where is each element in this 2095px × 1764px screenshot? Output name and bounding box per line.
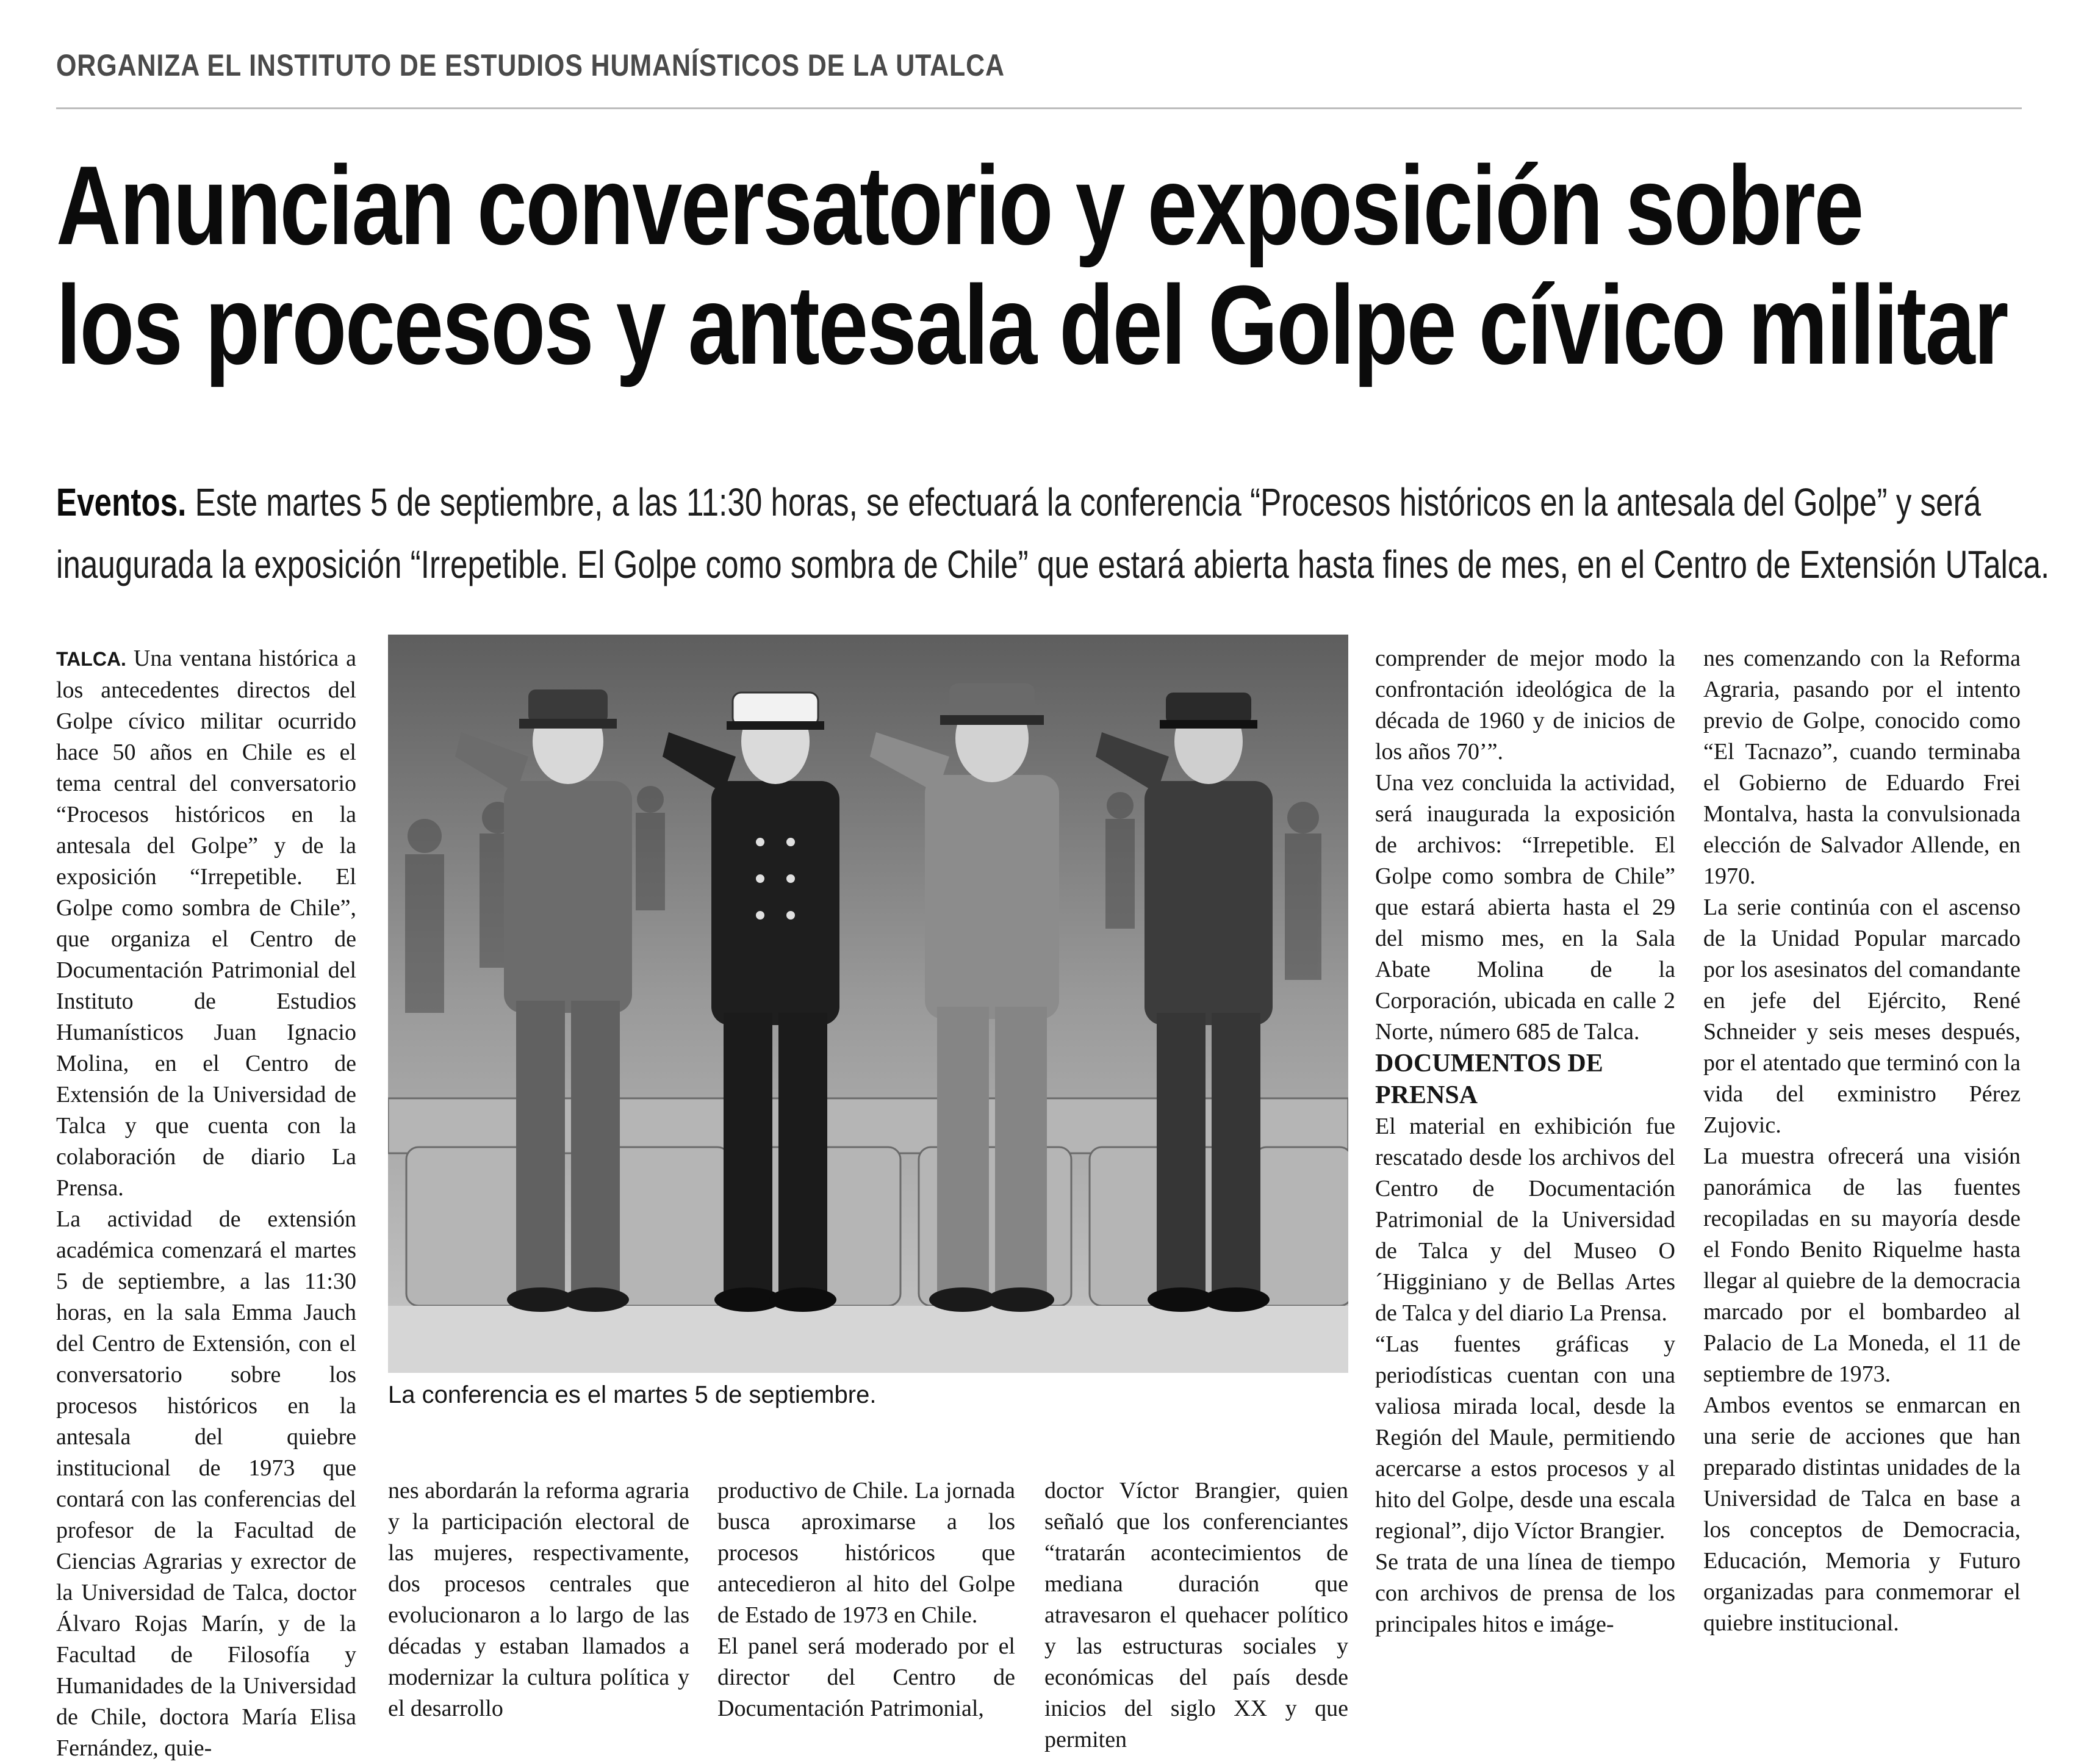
article-paragraph: Se trata de una línea de tiempo con archivos de prensa de los principales hitos e imáge-: [1375, 1549, 1675, 1637]
article-paragraph: El material en exhibición fue rescatado desde los archivos del Centro de Documentación Patrimonial de la Universidad de Talca y del Museo O´Higginiano y de Bellas Artes de Talca y del diario La Prensa.: [1375, 1114, 1675, 1326]
article-paragraph: Ambos eventos se enmarcan en una serie de acciones que han preparado distintas unidades de la Universidad de Talca en base a los conceptos de Democracia, Educación, Memoria y Futuro organizadas para conmemorar el quiebre institucional.: [1703, 1392, 2021, 1636]
dateline: TALCA.: [56, 648, 126, 670]
article-paragraph: Una vez concluida la actividad, será inaugurada la exposición de archivos: “Irrepetible. El Golpe como sombra de Chile” que estará abierta hasta el 29 del mismo mes, en la Sala Abate Molina de la Corporación, ubicada en calle 2 Norte, número 685 de Talca.: [1375, 770, 1675, 1045]
article-paragraph: productivo de Chile. La jornada busca aproximarse a los procesos históricos que antecedieron al hito del Golpe de Estado de 1973 en Chile.: [717, 1478, 1015, 1628]
article-column-3: [717, 1475, 1015, 1724]
section-subhead: DOCUMENTOS DE PRENSA: [1375, 1049, 1603, 1109]
headline-line-1: Anuncian conversatorio y exposición sobre: [56, 142, 1863, 268]
article-column-2: [388, 1475, 689, 1724]
article-paragraph: El panel será moderado por el director del Centro de Documentación Patrimonial,: [717, 1633, 1015, 1721]
photo: [388, 635, 1348, 1373]
article-text: Una ventana histórica a los antecedentes directos del Golpe cívico militar ocurrido hace 50 años en Chile es el tema central del conversatorio “Procesos históricos en la antesala del Golpe” y de la exposición “Irrepetible. El Golpe como sombra de Chile”, que organiza el Centro de Documentación Patrimonial del Instituto de Estudios Humanísticos Juan Ignacio Molina, en el Centro de Extensión de la Universidad de Talca y que cuenta con la colaboración de diario La Prensa.: [56, 646, 356, 1201]
article-paragraph: La serie continúa con el ascenso de la Unidad Popular marcado por los asesinatos del comandante en jefe del Ejército, René Schneider y seis meses después, por el atentado que terminó con la vida del exministro Pérez Zujovic.: [1703, 895, 2021, 1138]
article-column-4: [1044, 1475, 1348, 1755]
article-paragraph: La muestra ofrecerá una visión panorámica de las fuentes recopiladas en su mayoría desde el Fondo Benito Riquelme hasta llegar al quiebre de la democracia marcado por el bombardeo al Palacio de La Moneda, el 11 de septiembre de 1973.: [1703, 1143, 2021, 1387]
headline-line-2: los procesos y antesala del Golpe cívico militar: [56, 262, 2008, 387]
article-column-1: [56, 643, 356, 1764]
military-leaders-photo: [388, 635, 1348, 1373]
article-column-6: [1703, 643, 2021, 1639]
deck-line-1-text: Este martes 5 de septiembre, a las 11:30 horas, se efectuará la conferencia “Procesos históricos en la antesala del Golpe” y será: [195, 480, 1982, 524]
header-rule: [56, 107, 2022, 109]
article-column-5: [1375, 643, 1675, 1640]
article-paragraph: comprender de mejor modo la confrontación ideológica de la década de 1960 y de inicios de los años 70’”.: [1375, 646, 1675, 765]
article-paragraph: “Las fuentes gráficas y periodísticas cuentan con una valiosa mirada local, desde la Región del Maule, permitiendo acercarse a estos procesos y al hito del Golpe, desde una escala regional”, dijo Víctor Brangier.: [1375, 1331, 1675, 1544]
photo-caption: La conferencia es el martes 5 de septiembre.: [388, 1381, 877, 1408]
deck-lead: Eventos.: [56, 480, 187, 524]
article-paragraph: [56, 643, 356, 1204]
article-paragraph: nes comenzando con la Reforma Agraria, pasando por el intento previo de Golpe, conocido como “El Tacnazo”, cuando terminaba el Gobierno de Eduardo Frei Montalva, hasta la convulsionada elección de Salvador Allende, en 1970.: [1703, 646, 2021, 889]
kicker: ORGANIZA EL INSTITUTO DE ESTUDIOS HUMANÍSTICOS DE LA UTALCA: [56, 48, 1005, 82]
deck-line-1: [56, 471, 1982, 533]
headline: [56, 142, 2008, 387]
article-paragraph: doctor Víctor Brangier, quien señaló que los conferenciantes “tratarán acontecimientos de mediana duración que atravesaron el quehacer político y las estructuras sociales y económicas del país desde inicios del siglo XX y que permiten: [1044, 1478, 1348, 1752]
article-paragraph: La actividad de extensión académica comenzará el martes 5 de septiembre, a las 11:30 horas, en la sala Emma Jauch del Centro de Extensión, con el conversatorio sobre los procesos históricos en la antesala del quiebre institucional de 1973 que contará con las conferencias del profesor de la Facultad de Ciencias Agrarias y exrector de la Universidad de Talca, doctor Álvaro Rojas Marín, y de la Facultad de Filosofía y Humanidades de la Universidad de Chile, doctora María Elisa Fernández, quie-: [56, 1206, 356, 1761]
deck-line-2: inaugurada la exposición “Irrepetible. El Golpe como sombra de Chile” que estará abierta hasta fines de mes, en el Centro de Extensión UTalca.: [56, 542, 2050, 586]
deck: [56, 471, 2050, 596]
article-paragraph: nes abordarán la reforma agraria y la participación electoral de las mujeres, respectivamente, dos procesos centrales que evolucionaron a lo largo de las décadas y estaban llamados a modernizar la cultura política y el desarrollo: [388, 1478, 689, 1721]
